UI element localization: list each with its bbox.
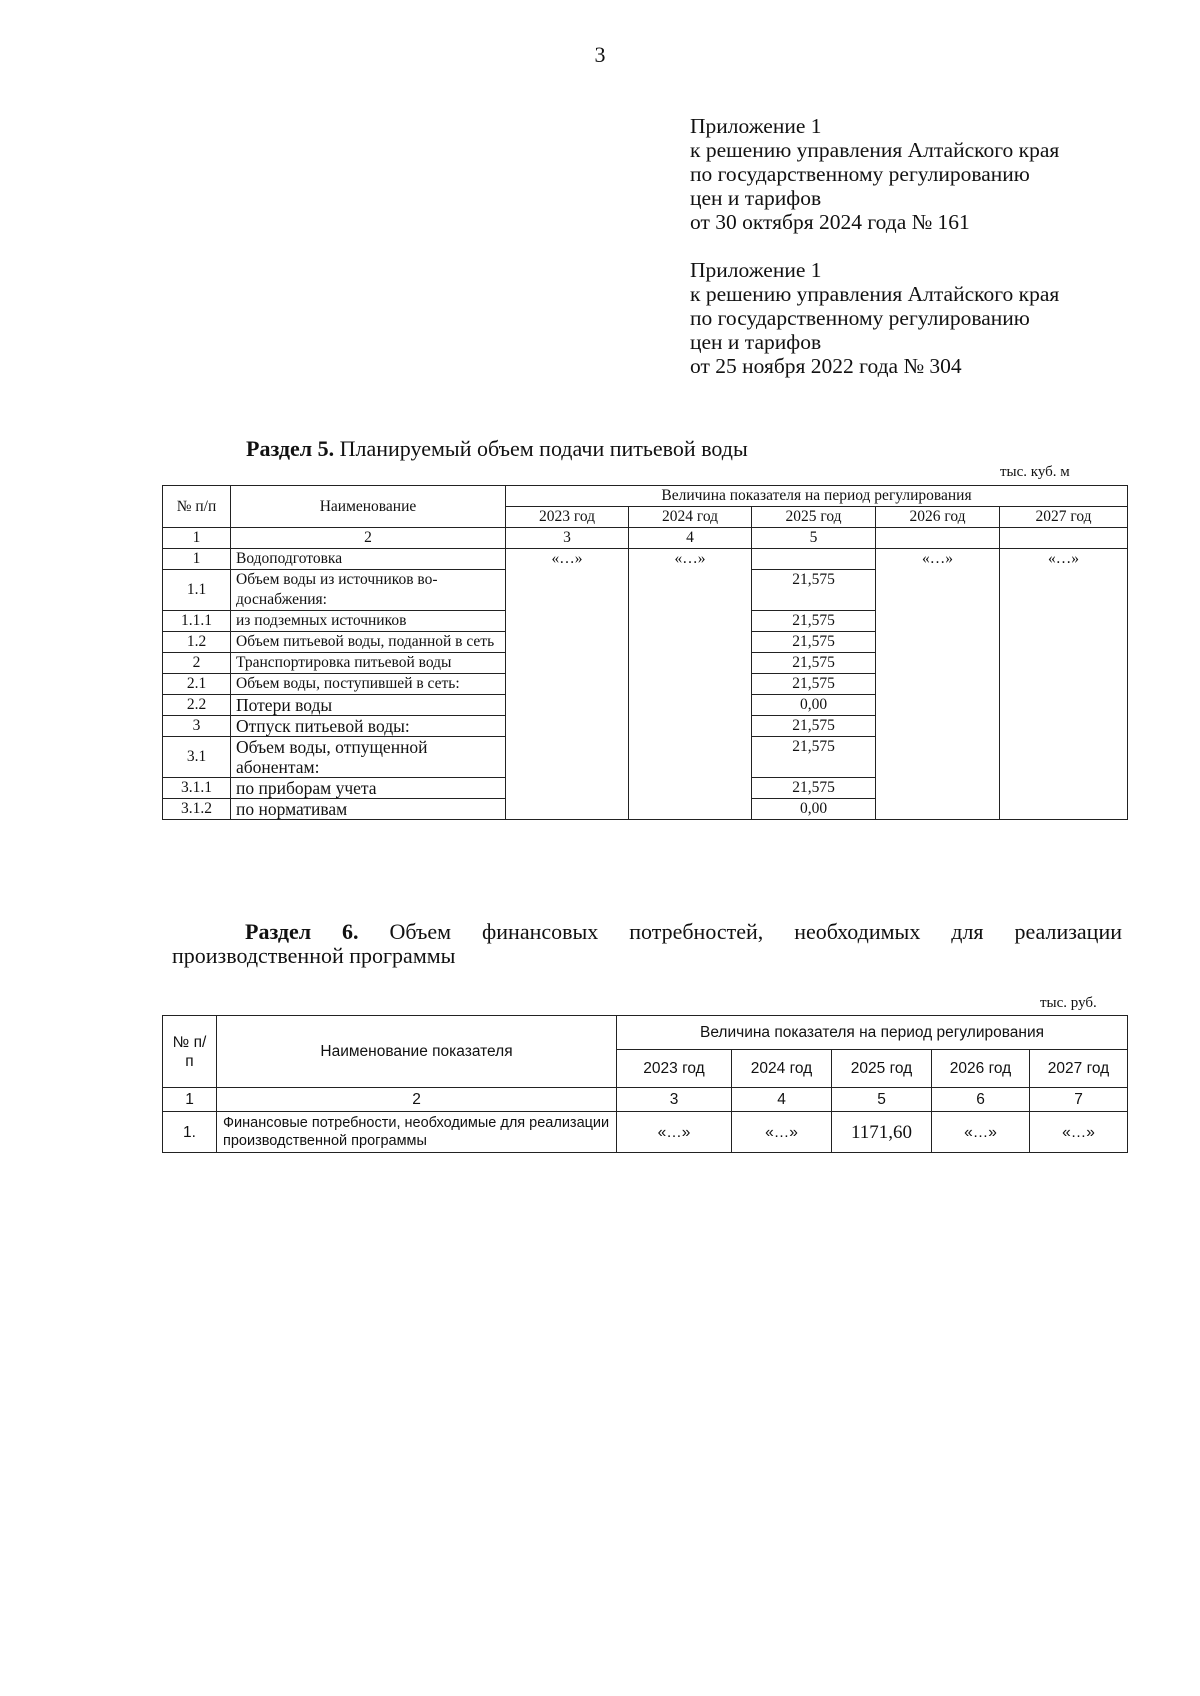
appendix-line: к решению управления Алтайского края xyxy=(690,138,1060,162)
row-name: Транспортировка питьевой воды xyxy=(231,653,506,674)
section5-title xyxy=(246,436,748,462)
header-year: 2025 год xyxy=(752,507,876,528)
value-2026: «…» xyxy=(932,1112,1030,1153)
row-num: 1.2 xyxy=(163,632,231,653)
section6-title xyxy=(172,920,1122,968)
value-2023: «…» xyxy=(506,549,629,820)
appendix-line: по государственному регулированию xyxy=(690,162,1030,186)
row-num: 1.1.1 xyxy=(163,611,231,632)
value-2024: «…» xyxy=(732,1112,832,1153)
section6-units: тыс. руб. xyxy=(1040,995,1097,1011)
col-number: 4 xyxy=(629,528,752,549)
col-number: 1 xyxy=(163,528,231,549)
row-num: 2 xyxy=(163,653,231,674)
value-2023: «…» xyxy=(617,1112,732,1153)
appendix-current-header xyxy=(690,114,1059,234)
value-2025: 21,575 xyxy=(752,674,876,695)
col-number: 3 xyxy=(617,1088,732,1112)
section5-table xyxy=(162,485,1128,820)
header-num: № п/п xyxy=(163,486,231,528)
col-number: 5 xyxy=(752,528,876,549)
header-year: 2023 год xyxy=(617,1050,732,1088)
col-number: 3 xyxy=(506,528,629,549)
value-2026: «…» xyxy=(876,549,1000,820)
section6-table xyxy=(162,1015,1128,1153)
col-number: 5 xyxy=(832,1088,932,1112)
header-name: Наименование показателя xyxy=(217,1016,617,1088)
value-2024: «…» xyxy=(629,549,752,820)
section5-units: тыс. куб. м xyxy=(1000,464,1070,480)
header-period: Величина показателя на период регулирования xyxy=(506,486,1128,507)
col-number: 7 xyxy=(1030,1088,1128,1112)
row-name: Отпуск питьевой воды: xyxy=(231,716,506,737)
value-2025: 1171,60 xyxy=(832,1112,932,1153)
row-name: Потери воды xyxy=(231,695,506,716)
section6-title-text-line2: производственной программы xyxy=(172,943,456,968)
row-num: 3.1.2 xyxy=(163,799,231,820)
value-2025: 21,575 xyxy=(752,611,876,632)
row-num: 3 xyxy=(163,716,231,737)
row-name: Объем воды из источников во-доснабжения: xyxy=(231,570,506,611)
section6-title-number: Раздел 6. xyxy=(245,919,359,944)
header-num: № п/п xyxy=(163,1016,217,1088)
row-num: 1 xyxy=(163,549,231,570)
col-number: 2 xyxy=(231,528,506,549)
appendix-line: от 25 ноября 2022 года № 304 xyxy=(690,354,962,378)
row-name: из подземных источников xyxy=(231,611,506,632)
row-num: 2.1 xyxy=(163,674,231,695)
col-number: 4 xyxy=(732,1088,832,1112)
value-2025: 21,575 xyxy=(752,632,876,653)
col-number: 1 xyxy=(163,1088,217,1112)
row-name: по нормативам xyxy=(231,799,506,820)
col-number: 2 xyxy=(217,1088,617,1112)
header-year: 2024 год xyxy=(732,1050,832,1088)
header-period: Величина показателя на период регулирования xyxy=(617,1016,1128,1050)
value-2027: «…» xyxy=(1000,549,1128,820)
row-name: Объем питьевой воды, поданной в сеть xyxy=(231,632,506,653)
value-2025: 21,575 xyxy=(752,778,876,799)
header-year: 2023 год xyxy=(506,507,629,528)
appendix-previous-header xyxy=(690,258,1059,378)
appendix-line: Приложение 1 xyxy=(690,258,822,282)
section5-title-number: Раздел 5. xyxy=(246,436,335,461)
row-name: Водоподготовка xyxy=(231,549,506,570)
appendix-line: цен и тарифов xyxy=(690,330,822,354)
row-num: 3.1 xyxy=(163,737,231,778)
page-number: 3 xyxy=(594,42,606,67)
appendix-line: Приложение 1 xyxy=(690,114,822,138)
header-year: 2025 год xyxy=(832,1050,932,1088)
row-name: Объем воды, отпущенной абонентам: xyxy=(231,737,506,778)
header-year: 2027 год xyxy=(1030,1050,1128,1088)
value-2025: 0,00 xyxy=(752,799,876,820)
row-num: 1. xyxy=(163,1112,217,1153)
header-year: 2026 год xyxy=(876,507,1000,528)
header-year: 2027 год xyxy=(1000,507,1128,528)
header-name: Наименование xyxy=(231,486,506,528)
value-2025: 21,575 xyxy=(752,716,876,737)
col-number: 6 xyxy=(932,1088,1030,1112)
appendix-line: цен и тарифов xyxy=(690,186,822,210)
appendix-line: по государственному регулированию xyxy=(690,306,1030,330)
value-2025 xyxy=(752,549,876,570)
row-name: Финансовые потребности, необходимые для реализации производственной программы xyxy=(217,1112,617,1153)
row-name: Объем воды, поступившей в сеть: xyxy=(231,674,506,695)
header-year: 2026 год xyxy=(932,1050,1030,1088)
col-number-empty xyxy=(876,528,1000,549)
row-num: 3.1.1 xyxy=(163,778,231,799)
row-num: 1.1 xyxy=(163,570,231,611)
header-year: 2024 год xyxy=(629,507,752,528)
appendix-line: к решению управления Алтайского края xyxy=(690,282,1060,306)
row-name: по приборам учета xyxy=(231,778,506,799)
row-num: 2.2 xyxy=(163,695,231,716)
col-number-empty xyxy=(1000,528,1128,549)
value-2025: 21,575 xyxy=(752,653,876,674)
value-2025: 0,00 xyxy=(752,695,876,716)
value-2025: 21,575 xyxy=(752,570,876,611)
appendix-line: от 30 октября 2024 года № 161 xyxy=(690,210,970,234)
value-2025: 21,575 xyxy=(752,737,876,778)
section5-title-text: Планируемый объем подачи питьевой воды xyxy=(334,436,748,461)
section6-title-text: Объем финансовых потребностей, необходимых для реализации xyxy=(389,919,1122,944)
value-2027: «…» xyxy=(1030,1112,1128,1153)
